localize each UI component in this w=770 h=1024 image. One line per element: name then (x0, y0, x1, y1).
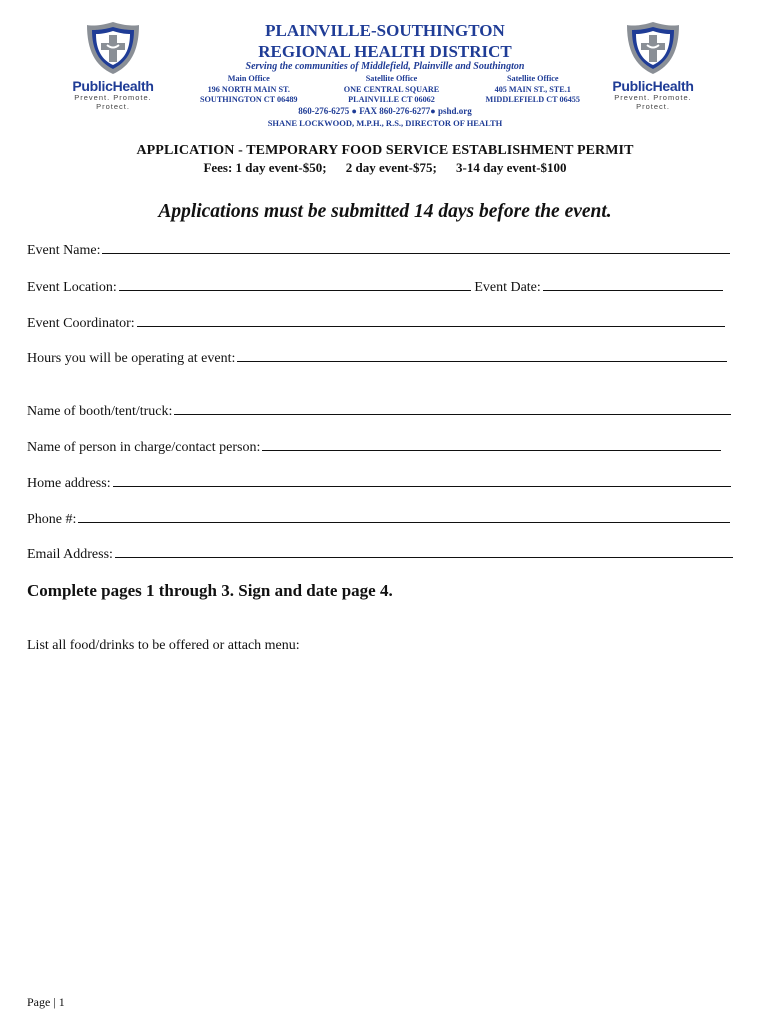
public-health-logo-right (598, 20, 708, 111)
fax-number: FAX 860-276-6277 (359, 106, 431, 116)
office-city: PLAINVILLE CT 06062 (348, 95, 435, 104)
logo-text: PublicHealth (612, 78, 694, 94)
office-street: ONE CENTRAL SQUARE (343, 84, 440, 94)
event-coordinator-label: Event Coordinator: (27, 316, 135, 331)
completion-instructions: Complete pages 1 through 3. Sign and date page 4. (27, 581, 393, 600)
bullet-icon: ● (351, 106, 357, 116)
bullet-icon: ● (430, 106, 436, 116)
logo-tagline: Prevent. Promote. Protect. (614, 93, 692, 111)
page-number: Page | 1 (27, 995, 65, 1009)
office-label: Satellite Office (365, 74, 418, 83)
fee-1-day: Fees: 1 day event-$50; (203, 160, 327, 175)
office-middlefield (486, 74, 580, 106)
home-address-label: Home address: (27, 476, 111, 491)
office-label: Main Office (227, 74, 270, 83)
hours-field (27, 349, 727, 367)
district-name-line2: REGIONAL HEALTH DISTRICT (258, 42, 512, 61)
logo-tagline: Prevent. Promote. Protect. (74, 93, 152, 111)
office-main (200, 74, 298, 106)
submission-notice: Applications must be submitted 14 days before the event. (158, 201, 612, 222)
event-date-input[interactable] (543, 278, 723, 291)
form-title: APPLICATION - TEMPORARY FOOD SERVICE ESTABLISHMENT PERMIT (136, 143, 634, 158)
office-addresses (200, 74, 580, 106)
food-list-label: List all food/drinks to be offered or attach menu: (27, 638, 300, 653)
event-coordinator-field (27, 314, 725, 332)
phone-input[interactable] (78, 510, 730, 523)
office-plainville (344, 74, 440, 106)
logo-text: PublicHealth (72, 78, 154, 94)
fee-3-14-day: 3-14 day event-$100 (456, 160, 567, 175)
district-name (190, 20, 580, 62)
booth-label: Name of booth/tent/truck: (27, 404, 173, 419)
event-location-input[interactable] (119, 278, 471, 291)
office-label: Satellite Office (506, 74, 559, 83)
person-field (27, 438, 721, 456)
serving-communities: Serving the communities of Middlefield, Plainville and Southington (245, 61, 525, 72)
event-name-label: Event Name: (27, 243, 101, 258)
office-street: 196 NORTH MAIN ST. (207, 84, 290, 94)
office-street: 405 MAIN ST., STE.1 (494, 84, 571, 94)
event-date-label: Event Date: (474, 280, 541, 295)
fee-schedule (0, 160, 770, 176)
public-health-logo-left (58, 20, 168, 111)
person-label: Name of person in charge/contact person: (27, 440, 261, 455)
shield-cross-icon (85, 20, 141, 76)
director-line: SHANE LOCKWOOD, M.P.H., R.S., DIRECTOR OF HEALTH (267, 118, 503, 128)
hours-label: Hours you will be operating at event: (27, 351, 236, 366)
shield-cross-icon (625, 20, 681, 76)
hours-input[interactable] (237, 349, 727, 362)
event-coordinator-input[interactable] (137, 314, 725, 327)
booth-input[interactable] (174, 402, 731, 415)
home-address-input[interactable] (113, 474, 731, 487)
event-name-input[interactable] (102, 241, 730, 254)
event-location-field (27, 278, 723, 296)
event-name-field (27, 241, 730, 259)
phone-number: 860-276-6275 (298, 106, 350, 116)
booth-field (27, 402, 731, 420)
website: pshd.org (437, 106, 472, 116)
contact-line (190, 106, 580, 116)
phone-label: Phone #: (27, 512, 77, 527)
office-city: SOUTHINGTON CT 06489 (200, 95, 298, 104)
email-input[interactable] (115, 545, 733, 558)
person-input[interactable] (262, 438, 721, 451)
email-label: Email Address: (27, 547, 113, 562)
home-address-field (27, 474, 731, 492)
office-city: MIDDLEFIELD CT 06455 (485, 95, 580, 104)
fee-2-day: 2 day event-$75; (345, 160, 437, 175)
event-location-label: Event Location: (27, 280, 117, 295)
phone-field (27, 510, 730, 528)
district-name-line1: PLAINVILLE-SOUTHINGTON (265, 21, 505, 40)
email-field (27, 545, 733, 563)
